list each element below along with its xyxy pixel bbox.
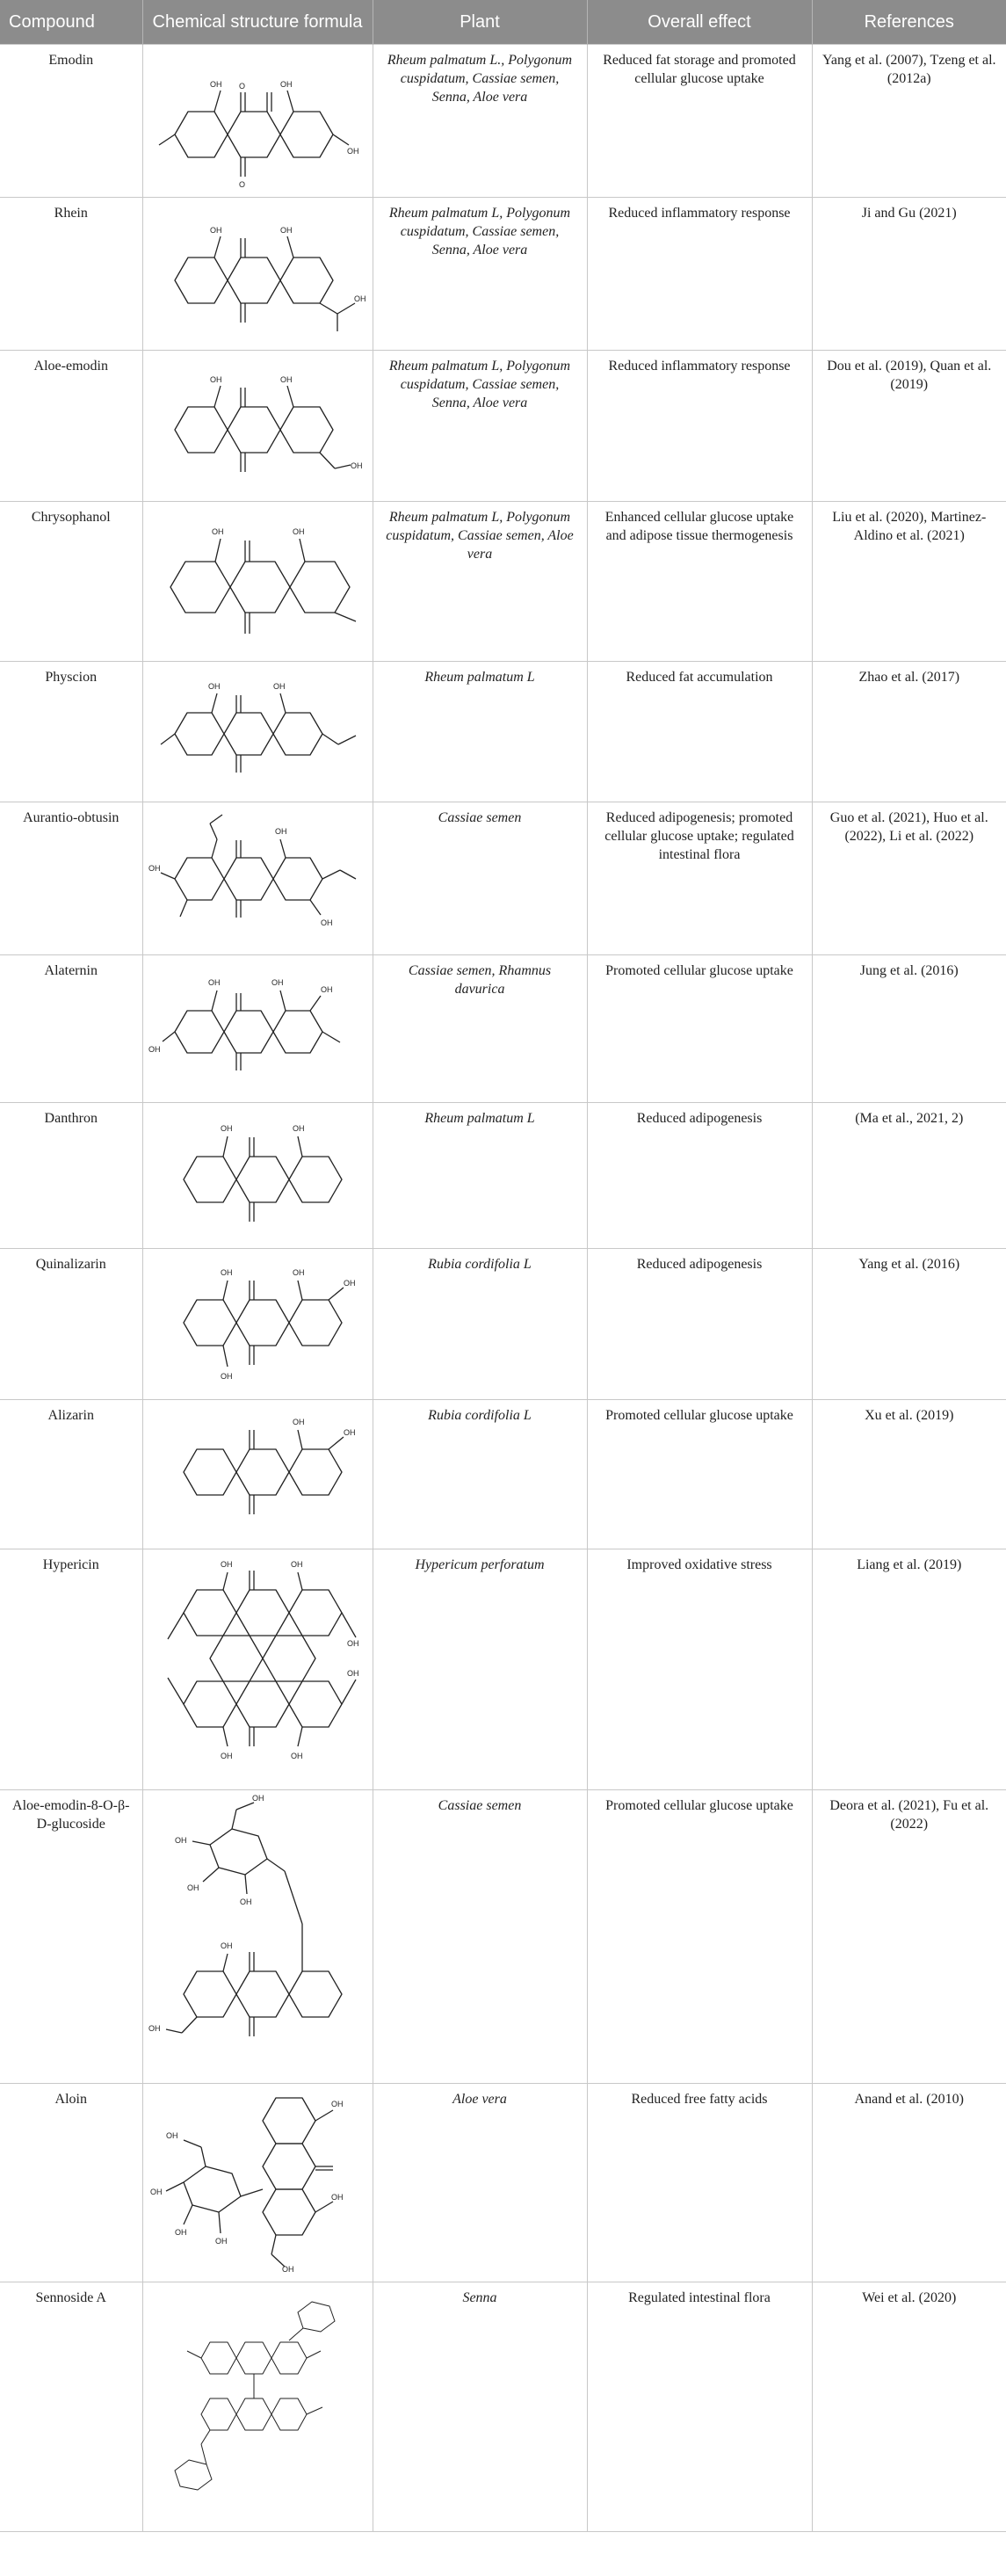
plant-cell: Cassiae semen, Rhamnus davurica	[373, 955, 587, 1103]
compound-cell: Aloe-emodin-8-O-β-D-glucoside	[0, 1790, 142, 2084]
structure-label: OH	[274, 827, 286, 836]
structure-label: OH	[214, 2237, 227, 2246]
plant-cell: Rheum palmatum L., Polygonum cuspidatum, Cassiae semen, Senna, Aloe vera	[373, 45, 587, 198]
references-cell: Zhao et al. (2017)	[812, 662, 1006, 802]
table-row	[0, 2282, 1006, 2532]
chrysophanol-structure-icon	[148, 504, 368, 653]
structure-label: OH	[292, 1268, 304, 1277]
alizarin-structure-icon	[148, 1402, 368, 1542]
structure-label: OH	[209, 80, 221, 89]
physcion-structure-icon	[148, 664, 368, 795]
structure-label: OH	[350, 461, 362, 470]
compound-cell: Rhein	[0, 198, 142, 351]
table-row	[0, 1790, 1006, 2084]
structure-label: OH	[174, 1836, 186, 1845]
aloe-emodin-structure-icon	[148, 352, 368, 493]
references-cell: Liang et al. (2019)	[812, 1549, 1006, 1790]
column-header-effect: Overall effect	[587, 0, 812, 45]
structure-label: OH	[271, 978, 283, 987]
plant-cell: Senna	[373, 2282, 587, 2532]
effect-cell: Reduced adipogenesis; promoted cellular glucose uptake; regulated intestinal flora	[587, 802, 812, 955]
effect-cell: Enhanced cellular glucose uptake and adipose tissue thermogenesis	[587, 502, 812, 662]
table-row	[0, 955, 1006, 1103]
plant-cell: Rheum palmatum L, Polygonum cuspidatum, Cassiae semen, Aloe vera	[373, 502, 587, 662]
plant-cell: Rubia cordifolia L	[373, 1400, 587, 1549]
references-cell: Yang et al. (2007), Tzeng et al. (2012a)	[812, 45, 1006, 198]
structure-label: OH	[292, 1418, 304, 1426]
structure-label: OH	[346, 147, 358, 156]
effect-cell: Reduced adipogenesis	[587, 1103, 812, 1249]
plant-cell: Rheum palmatum L, Polygonum cuspidatum, Cassiae semen, Senna, Aloe vera	[373, 351, 587, 502]
table-row	[0, 45, 1006, 198]
effect-cell: Improved oxidative stress	[587, 1549, 812, 1790]
references-cell: Guo et al. (2021), Huo et al. (2022), Li et al. (2022)	[812, 802, 1006, 955]
rhein-structure-icon	[148, 200, 368, 345]
structure-label: O	[238, 82, 245, 91]
structure-label: OH	[148, 864, 160, 873]
compound-cell: Aurantio-obtusin	[0, 802, 142, 955]
compound-cell: Aloe-emodin	[0, 351, 142, 502]
table-row	[0, 351, 1006, 502]
column-header-structure: Chemical structure formula	[142, 0, 373, 45]
structure-label: OH	[220, 1752, 232, 1760]
structure-label: OH	[174, 2228, 186, 2237]
references-cell: Xu et al. (2019)	[812, 1400, 1006, 1549]
references-cell: Wei et al. (2020)	[812, 2282, 1006, 2532]
structure-label: OH	[279, 226, 292, 235]
references-cell: Ji and Gu (2021)	[812, 198, 1006, 351]
structure-label: OH	[186, 1883, 199, 1892]
structure-label: OH	[330, 2100, 343, 2108]
plant-cell: Hypericum perforatum	[373, 1549, 587, 1790]
emodin-structure-icon	[148, 47, 368, 192]
structure-label: OH	[292, 527, 304, 536]
structure-label: OH	[281, 2265, 293, 2274]
plant-cell: Rubia cordifolia L	[373, 1249, 587, 1400]
structure-cell	[142, 351, 373, 502]
structure-cell	[142, 198, 373, 351]
structure-cell	[142, 2084, 373, 2282]
compound-cell: Quinalizarin	[0, 1249, 142, 1400]
references-cell: Jung et al. (2016)	[812, 955, 1006, 1103]
structure-label: OH	[290, 1752, 302, 1760]
effect-cell: Reduced inflammatory response	[587, 351, 812, 502]
plant-cell: Cassiae semen	[373, 1790, 587, 2084]
aurantio-obtusin-structure-icon	[148, 804, 368, 949]
aloe-emodin-glucoside-structure-icon	[148, 1792, 368, 2075]
structure-label: OH	[209, 226, 221, 235]
structure-label: OH	[290, 1560, 302, 1569]
structure-label: OH	[343, 1428, 355, 1437]
structure-label: OH	[207, 682, 220, 691]
table-row	[0, 198, 1006, 351]
structure-label: OH	[320, 918, 332, 927]
effect-cell: Reduced inflammatory response	[587, 198, 812, 351]
compound-cell: Hypericin	[0, 1549, 142, 1790]
references-cell: Anand et al. (2010)	[812, 2084, 1006, 2282]
structure-label: OH	[148, 1045, 160, 1054]
references-cell: Liu et al. (2020), Martinez-Aldino et al. (2021)	[812, 502, 1006, 662]
structure-cell	[142, 802, 373, 955]
plant-cell: Rheum palmatum L	[373, 1103, 587, 1249]
structure-cell	[142, 1790, 373, 2084]
structure-label: OH	[279, 80, 292, 89]
structure-label: OH	[353, 294, 365, 303]
references-cell: (Ma et al., 2021, 2)	[812, 1103, 1006, 1249]
alaternin-structure-icon	[148, 957, 368, 1096]
table-row	[0, 662, 1006, 802]
structure-label: OH	[346, 1639, 358, 1648]
effect-cell: Regulated intestinal flora	[587, 2282, 812, 2532]
compound-cell: Danthron	[0, 1103, 142, 1249]
table-row	[0, 502, 1006, 662]
structure-cell	[142, 1400, 373, 1549]
structure-label: OH	[272, 682, 285, 691]
column-header-plant: Plant	[373, 0, 587, 45]
structure-label: OH	[251, 1794, 264, 1803]
structure-cell	[142, 662, 373, 802]
structure-label: O	[238, 180, 245, 189]
structure-label: OH	[220, 1124, 232, 1133]
structure-label: OH	[220, 1372, 232, 1381]
plant-cell: Cassiae semen	[373, 802, 587, 955]
structure-cell	[142, 1549, 373, 1790]
table-row	[0, 1249, 1006, 1400]
hypericin-structure-icon	[148, 1551, 368, 1781]
aloin-structure-icon	[148, 2086, 368, 2274]
effect-cell: Reduced adipogenesis	[587, 1249, 812, 1400]
structure-label: OH	[220, 1941, 232, 1950]
references-cell: Deora et al. (2021), Fu et al. (2022)	[812, 1790, 1006, 2084]
structure-label: OH	[220, 1268, 232, 1277]
structure-label: OH	[209, 375, 221, 384]
table-row	[0, 802, 1006, 955]
structure-label: OH	[207, 978, 220, 987]
structure-label: OH	[330, 2193, 343, 2202]
plant-cell: Rheum palmatum L	[373, 662, 587, 802]
structure-label: OH	[292, 1124, 304, 1133]
plant-cell: Rheum palmatum L, Polygonum cuspidatum, Cassiae semen, Senna, Aloe vera	[373, 198, 587, 351]
compound-cell: Aloin	[0, 2084, 142, 2282]
effect-cell: Reduced free fatty acids	[587, 2084, 812, 2282]
structure-label: OH	[239, 1898, 251, 1906]
table-header-row	[0, 0, 1006, 45]
references-cell: Yang et al. (2016)	[812, 1249, 1006, 1400]
column-header-compound: Compound	[0, 0, 142, 45]
compound-cell: Physcion	[0, 662, 142, 802]
effect-cell: Promoted cellular glucose uptake	[587, 955, 812, 1103]
structure-label: OH	[211, 527, 223, 536]
table-row	[0, 1400, 1006, 1549]
effect-cell: Reduced fat accumulation	[587, 662, 812, 802]
column-header-references: References	[812, 0, 1006, 45]
structure-cell	[142, 955, 373, 1103]
table-row	[0, 1103, 1006, 1249]
structure-label: OH	[279, 375, 292, 384]
structure-label: OH	[165, 2131, 177, 2140]
danthron-structure-icon	[148, 1105, 368, 1242]
compound-cell: Emodin	[0, 45, 142, 198]
structure-cell	[142, 502, 373, 662]
structure-label: OH	[148, 2024, 160, 2033]
structure-label: OH	[346, 1669, 358, 1678]
references-cell: Dou et al. (2019), Quan et al. (2019)	[812, 351, 1006, 502]
compound-cell: Chrysophanol	[0, 502, 142, 662]
structure-label: OH	[149, 2188, 162, 2196]
compound-cell: Alizarin	[0, 1400, 142, 1549]
structure-cell	[142, 2282, 373, 2532]
structure-label: OH	[220, 1560, 232, 1569]
structure-label: OH	[343, 1279, 355, 1288]
effect-cell: Promoted cellular glucose uptake	[587, 1400, 812, 1549]
structure-cell	[142, 1249, 373, 1400]
effect-cell: Promoted cellular glucose uptake	[587, 1790, 812, 2084]
sennoside-a-structure-icon	[148, 2284, 368, 2523]
quinalizarin-structure-icon	[148, 1251, 368, 1393]
structure-label: OH	[320, 985, 332, 994]
structure-cell	[142, 1103, 373, 1249]
structure-cell	[142, 45, 373, 198]
table-row	[0, 1549, 1006, 1790]
effect-cell: Reduced fat storage and promoted cellular glucose uptake	[587, 45, 812, 198]
table-row	[0, 2084, 1006, 2282]
compound-cell: Alaternin	[0, 955, 142, 1103]
plant-cell: Aloe vera	[373, 2084, 587, 2282]
compound-cell: Sennoside A	[0, 2282, 142, 2532]
